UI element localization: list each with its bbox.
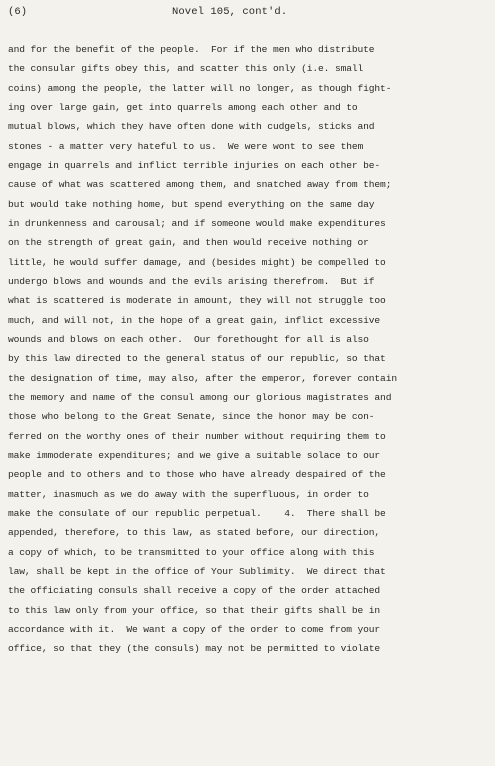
- text-line: to this law only from your office, so that their gifts shall be in: [8, 604, 381, 616]
- text-line: undergo blows and wounds and the evils arising therefrom. But if: [8, 275, 375, 287]
- text-line: office, so that they (the consuls) may not be permitted to violate: [8, 643, 381, 655]
- text-line: ing over large gain, get into quarrels among each other and to: [8, 101, 358, 113]
- text-line: coins) among the people, the latter will no longer, as though fight-: [8, 82, 392, 94]
- text-line: make immoderate expenditures; and we give a suitable solace to our: [8, 449, 381, 461]
- text-line: the designation of time, may also, after the emperor, forever contain: [8, 372, 397, 384]
- text-line: stones - a matter very hateful to us. We were wont to see them: [8, 140, 364, 152]
- text-line: those who belong to the Great Senate, since the honor may be con-: [8, 411, 375, 423]
- text-line: on the strength of great gain, and then would receive nothing or: [8, 237, 369, 249]
- text-line: and for the benefit of the people. For if the men who distribute: [8, 44, 375, 55]
- text-line: a copy of which, to be transmitted to your office along with this: [8, 546, 375, 558]
- text-line: little, he would suffer damage, and (besides might) be compelled to: [8, 256, 386, 268]
- page-number: (6): [8, 6, 28, 18]
- text-line: wounds and blows on each other. Our forethought for all is also: [8, 333, 369, 345]
- text-line: cause of what was scattered among them, and snatched away from them;: [8, 179, 392, 191]
- text-line: people and to others and to those who have already despaired of the: [8, 469, 386, 481]
- text-line: but would take nothing home, but spend everything on the same day: [8, 198, 375, 210]
- text-line: appended, therefore, to this law, as stated before, our direction,: [8, 527, 381, 539]
- text-line: what is scattered is moderate in amount, they will not struggle too: [8, 295, 386, 307]
- text-line: make the consulate of our republic perpetual. 4. There shall be: [8, 507, 386, 519]
- text-line: matter, inasmuch as we do away with the superfluous, in order to: [8, 488, 369, 500]
- text-line: by this law directed to the general status of our republic, so that: [8, 353, 386, 365]
- text-line: the officiating consuls shall receive a copy of the order attached: [8, 585, 381, 597]
- text-line: in drunkenness and carousal; and if someone would make expenditures: [8, 217, 386, 229]
- text-line: much, and will not, in the hope of a great gain, inflict excessive: [8, 314, 381, 326]
- text-line: the consular gifts obey this, and scatter this only (i.e. small: [8, 63, 364, 75]
- text-line: law, shall be kept in the office of Your Sublimity. We direct that: [8, 565, 386, 577]
- text-line: mutual blows, which they have often done with cudgels, sticks and: [8, 121, 375, 133]
- body-text: [8, 40, 488, 659]
- text-line: engage in quarrels and inflict terrible injuries on each other be-: [8, 159, 381, 171]
- running-head: Novel 105, cont'd.: [172, 6, 288, 18]
- text-line: accordance with it. We want a copy of the order to come from your: [8, 623, 381, 635]
- text-line: ferred on the worthy ones of their number without requiring them to: [8, 430, 386, 442]
- text-line: the memory and name of the consul among our glorious magistrates and: [8, 391, 392, 403]
